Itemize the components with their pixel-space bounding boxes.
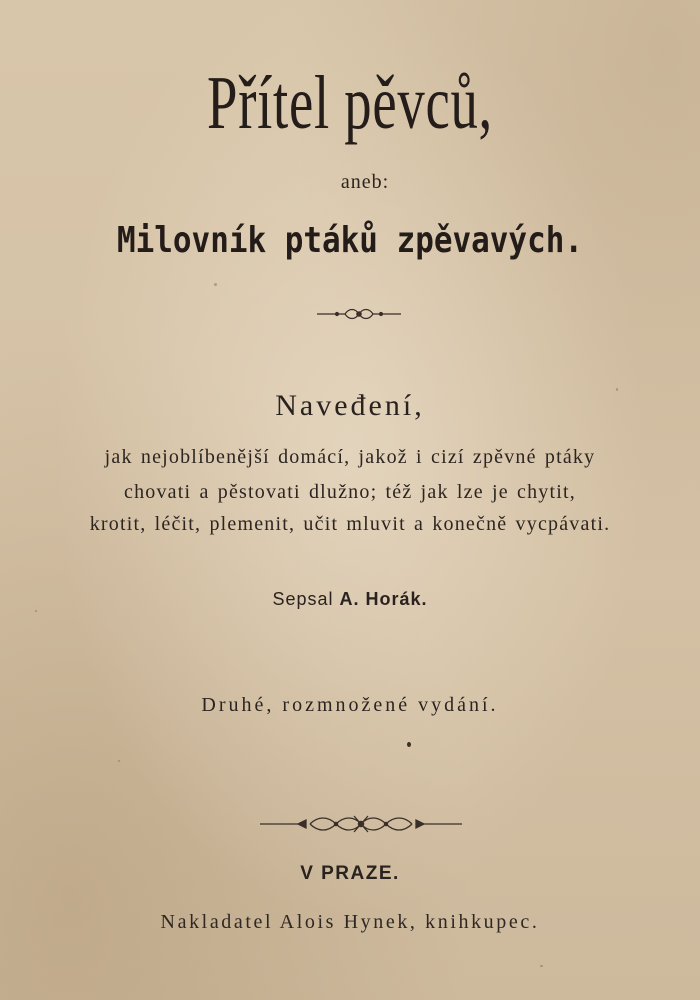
paper-speck bbox=[214, 283, 217, 286]
author-name: A. Horák. bbox=[339, 589, 428, 609]
paper-speck bbox=[35, 610, 37, 612]
book-title: Přítel pěvců, bbox=[207, 61, 493, 145]
description-line-3: krotit, léčit, plemenit, učit mluvit a konečně vycpávati. bbox=[89, 513, 611, 535]
imprint-publisher: Nakladatel Alois Hynek, knihkupec. bbox=[160, 911, 540, 933]
author-prefix: Sepsal bbox=[272, 589, 334, 609]
ink-dot bbox=[407, 742, 411, 747]
edition-note: Druhé, rozmnožené vydání. bbox=[201, 694, 499, 716]
imprint-city: V PRAZE. bbox=[300, 863, 400, 884]
paper-speck bbox=[616, 388, 618, 391]
floral-rule-icon bbox=[258, 812, 464, 836]
description-heading: Naveđení, bbox=[275, 389, 425, 422]
author-credit bbox=[0, 587, 700, 611]
paper-speck bbox=[118, 760, 120, 762]
floral-rule-icon bbox=[315, 304, 403, 324]
description-line-1: jak nejoblíbenější domácí, jakož i cizí zpěvné ptáky bbox=[104, 446, 596, 468]
book-subtitle: Milovník ptáků zpěvavých. bbox=[116, 220, 583, 261]
paper-speck bbox=[540, 965, 543, 967]
description-line-2: chovati a pěstovati dlužno; též jak lze je chytit, bbox=[124, 481, 576, 503]
title-connector: aneb: bbox=[340, 171, 390, 193]
